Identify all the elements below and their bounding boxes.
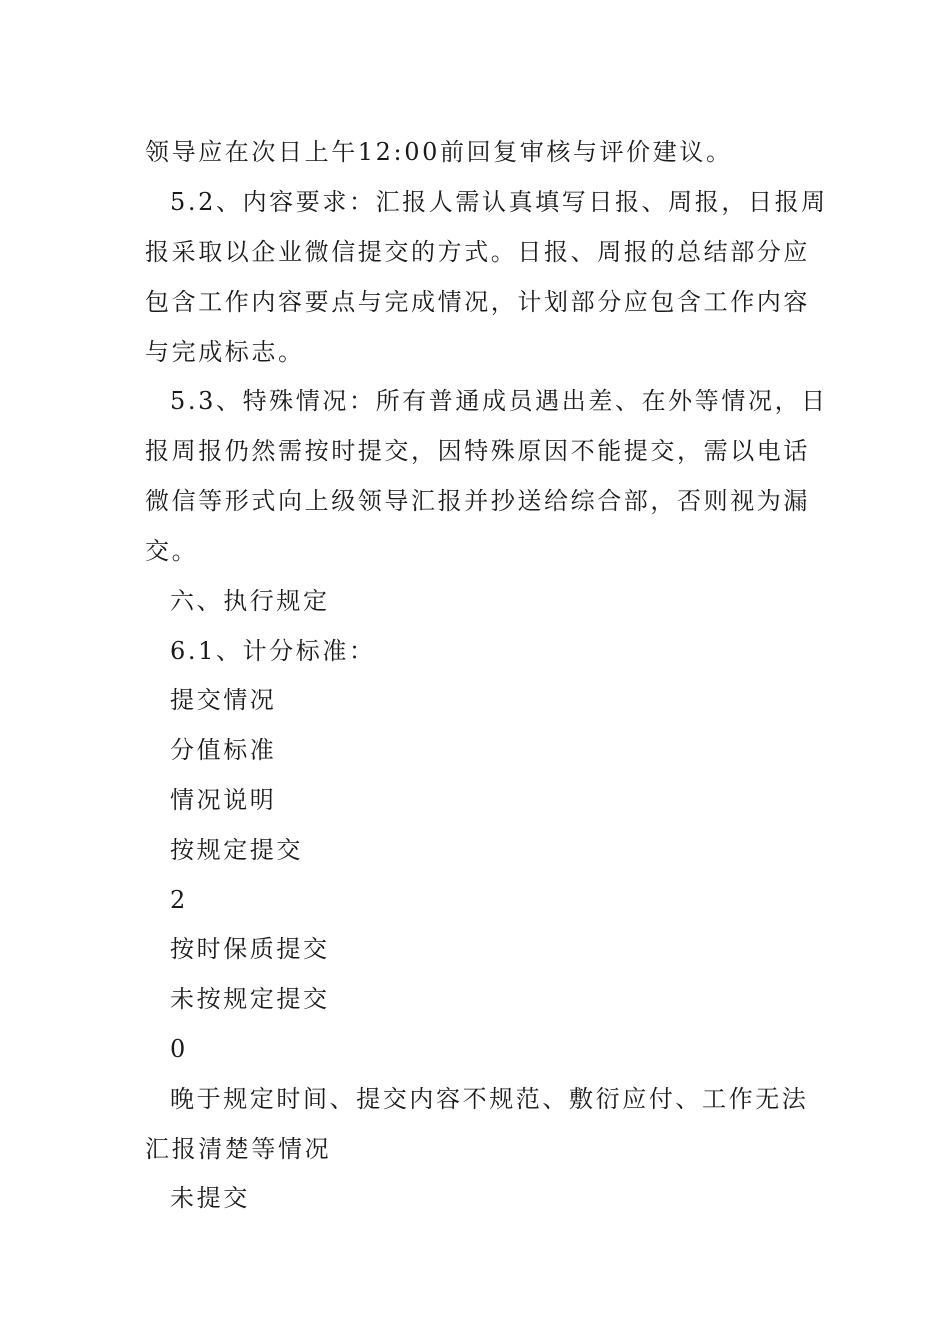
section-5-2-line-1: 5.2、内容要求：汇报人需认真填写日报、周报，日报周 — [170, 188, 828, 216]
table-cell-line-1: 晚于规定时间、提交内容不规范、敷衍应付、工作无法 — [170, 1085, 809, 1113]
section-6-1-heading: 6.1、计分标准： — [170, 637, 376, 665]
table-cell: 按规定提交 — [170, 836, 303, 864]
table-cell: 分值标准 — [170, 736, 277, 764]
section-5-2-line-2: 报采取以企业微信提交的方式。日报、周报的总结部分应 — [145, 238, 810, 266]
table-cell: 提交情况 — [170, 686, 277, 714]
section-5-3-line-3: 微信等形式向上级领导汇报并抄送给综合部，否则视为漏 — [145, 487, 810, 515]
section-5-3-line-1: 5.3、特殊情况：所有普通成员遇出差、在外等情况，日 — [170, 387, 828, 415]
table-cell-line-2: 汇报清楚等情况 — [145, 1135, 332, 1163]
table-cell: 未提交 — [170, 1184, 250, 1212]
table-cell: 按时保质提交 — [170, 935, 330, 963]
table-cell: 未按规定提交 — [170, 985, 330, 1013]
table-cell: 0 — [170, 1035, 188, 1063]
paragraph-line: 领导应在次日上午12:00前回复审核与评价建议。 — [145, 138, 733, 166]
section-heading-6: 六、执行规定 — [170, 587, 330, 615]
table-cell: 情况说明 — [170, 786, 277, 814]
table-cell: 2 — [170, 886, 188, 914]
section-5-3-line-2: 报周报仍然需按时提交，因特殊原因不能提交，需以电话 — [145, 437, 810, 465]
section-5-3-line-4: 交。 — [145, 537, 199, 565]
section-5-2-line-4: 与完成标志。 — [145, 338, 305, 366]
section-5-2-line-3: 包含工作内容要点与完成情况，计划部分应包含工作内容 — [145, 288, 810, 316]
